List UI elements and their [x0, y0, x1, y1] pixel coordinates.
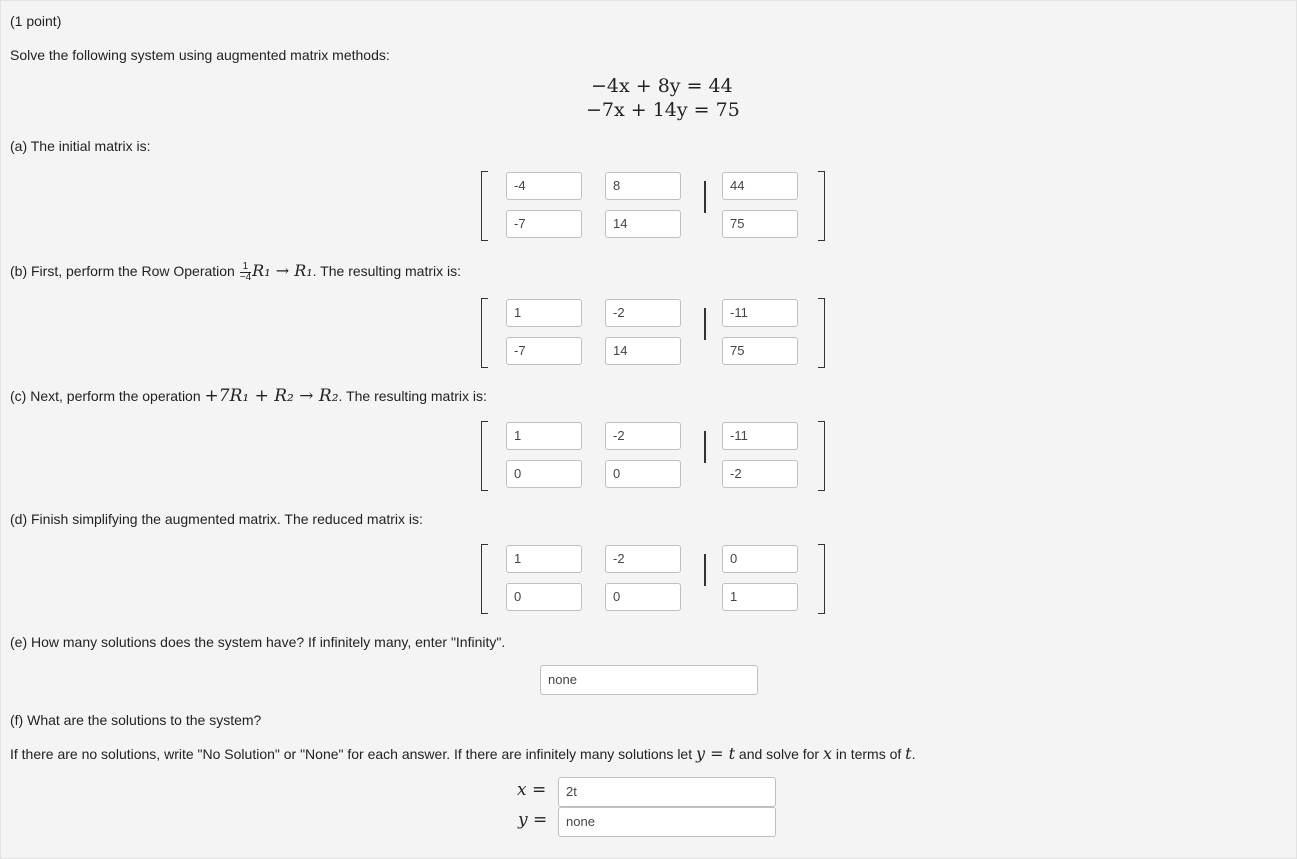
- matrix-d-r1c3[interactable]: 0: [722, 545, 798, 573]
- augment-bar: [704, 181, 706, 213]
- right-bracket: [818, 421, 825, 491]
- part-e-prompt: (e) How many solutions does the system have? If infinitely many, enter "Infinity".: [10, 634, 506, 650]
- solutions-count-input[interactable]: none: [540, 665, 758, 695]
- part-c-prompt-before: (c) Next, perform the operation: [10, 388, 205, 404]
- row-operation: +7R₁ + R₂ → R₂: [204, 386, 339, 406]
- part-b-prompt-after: . The resulting matrix is:: [312, 263, 462, 279]
- y-label: y =: [518, 810, 548, 830]
- augment-bar: [704, 308, 706, 340]
- part-b-prompt: [10, 261, 461, 283]
- instr-math-t: t: [905, 744, 912, 763]
- points-label: (1 point): [10, 13, 62, 29]
- instr-math-y-eq-t: y = t: [696, 744, 736, 763]
- part-f-instructions: [10, 744, 915, 763]
- matrix-a-r1c2[interactable]: 8: [605, 172, 681, 200]
- matrix-d-r1c2[interactable]: -2: [605, 545, 681, 573]
- instr-end: .: [911, 746, 916, 762]
- part-f-prompt: (f) What are the solutions to the system?: [10, 712, 262, 728]
- equation-2: −7x + 14y = 75: [586, 99, 740, 121]
- left-bracket: [481, 298, 488, 368]
- left-bracket: [481, 171, 488, 241]
- matrix-d-r1c1[interactable]: 1: [506, 545, 582, 573]
- augment-bar: [704, 554, 706, 586]
- matrix-a-r1c3[interactable]: 44: [722, 172, 798, 200]
- instruction-text: Solve the following system using augmented matrix methods:: [10, 47, 390, 63]
- augment-bar: [704, 431, 706, 463]
- row-operation: R₁ → R₁: [252, 261, 313, 280]
- matrix-b-r1c1[interactable]: 1: [506, 299, 582, 327]
- fraction-numerator: 1: [240, 262, 251, 273]
- matrix-a-r2c1[interactable]: -7: [506, 210, 582, 238]
- matrix-a-r2c3[interactable]: 75: [722, 210, 798, 238]
- matrix-d-r2c3[interactable]: 1: [722, 583, 798, 611]
- y-solution-input[interactable]: none: [558, 807, 776, 837]
- left-bracket: [481, 544, 488, 614]
- fraction-denominator: −4: [239, 271, 252, 283]
- left-bracket: [481, 421, 488, 491]
- part-c-prompt: [10, 386, 487, 406]
- matrix-c-r2c3[interactable]: -2: [722, 460, 798, 488]
- part-d-prompt: (d) Finish simplifying the augmented matrix. The reduced matrix is:: [10, 511, 423, 527]
- matrix-b-r2c1[interactable]: -7: [506, 337, 582, 365]
- matrix-c-r1c1[interactable]: 1: [506, 422, 582, 450]
- part-b-prompt-before: (b) First, perform the Row Operation: [10, 263, 239, 279]
- instr-before: If there are no solutions, write "No Solution" or "None" for each answer. If there are infinitely many solutions let: [10, 746, 696, 762]
- x-label: x =: [517, 780, 547, 800]
- fraction: [240, 262, 251, 283]
- part-a-prompt: (a) The initial matrix is:: [10, 138, 151, 154]
- matrix-a-r2c2[interactable]: 14: [605, 210, 681, 238]
- matrix-b-r1c2[interactable]: -2: [605, 299, 681, 327]
- matrix-b-r1c3[interactable]: -11: [722, 299, 798, 327]
- matrix-a-r1c1[interactable]: -4: [506, 172, 582, 200]
- part-c-prompt-after: . The resulting matrix is:: [338, 388, 487, 404]
- matrix-c-r2c1[interactable]: 0: [506, 460, 582, 488]
- instr-math-x: x: [822, 744, 833, 763]
- x-solution-input[interactable]: 2t: [558, 777, 776, 807]
- matrix-d-r2c2[interactable]: 0: [605, 583, 681, 611]
- matrix-b-r2c2[interactable]: 14: [605, 337, 681, 365]
- matrix-d-r2c1[interactable]: 0: [506, 583, 582, 611]
- matrix-c-r1c2[interactable]: -2: [605, 422, 681, 450]
- matrix-c-r2c2[interactable]: 0: [605, 460, 681, 488]
- right-bracket: [818, 171, 825, 241]
- right-bracket: [818, 544, 825, 614]
- matrix-b-r2c3[interactable]: 75: [722, 337, 798, 365]
- instr-mid2: in terms of: [832, 746, 906, 762]
- matrix-c-r1c3[interactable]: -11: [722, 422, 798, 450]
- instr-mid: and solve for: [735, 746, 823, 762]
- equation-1: −4x + 8y = 44: [591, 75, 733, 97]
- right-bracket: [818, 298, 825, 368]
